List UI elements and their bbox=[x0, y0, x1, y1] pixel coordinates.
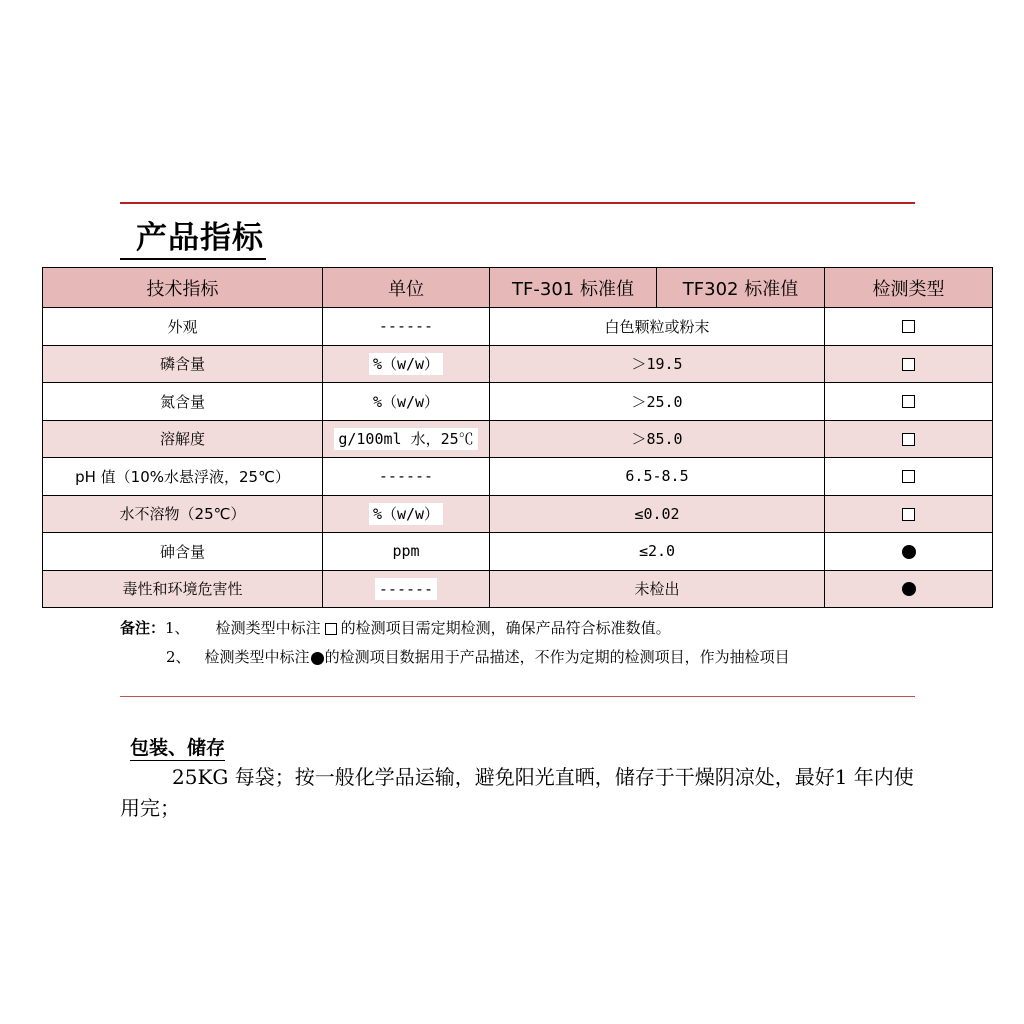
filled-circle-icon bbox=[902, 545, 916, 559]
note-1-number: 1、 bbox=[165, 619, 190, 637]
note-1-pre: 检测类型中标注 bbox=[215, 619, 321, 637]
square-icon bbox=[902, 395, 915, 408]
check-cell bbox=[825, 458, 993, 496]
indicator-cell: pH 值（10%水悬浮液，25℃） bbox=[43, 458, 323, 496]
check-cell bbox=[825, 308, 993, 346]
value-cell: ＞85.0 bbox=[490, 420, 825, 458]
header-indicator: 技术指标 bbox=[43, 268, 323, 308]
square-icon bbox=[902, 470, 915, 483]
value-cell: ＞19.5 bbox=[490, 345, 825, 383]
note-2 bbox=[166, 647, 790, 667]
unit-cell bbox=[323, 420, 490, 458]
unit-cell bbox=[323, 345, 490, 383]
table-row bbox=[43, 495, 993, 533]
unit-cell: %（w/w） bbox=[323, 383, 490, 421]
table-row bbox=[43, 570, 993, 607]
unit-cell: ------ bbox=[323, 458, 490, 496]
header-check-type: 检测类型 bbox=[825, 268, 993, 308]
indicator-cell: 外观 bbox=[43, 308, 323, 346]
value-cell: 未检出 bbox=[490, 570, 825, 607]
table-row bbox=[43, 420, 993, 458]
value-cell: ≤2.0 bbox=[490, 533, 825, 571]
header-unit: 单位 bbox=[323, 268, 490, 308]
section-title: 产品指标 bbox=[120, 218, 266, 260]
unit-cell bbox=[323, 495, 490, 533]
table-row bbox=[43, 533, 993, 571]
note-1-post: 的检测项目需定期检测，确保产品符合标准数值。 bbox=[340, 619, 671, 637]
middle-divider bbox=[120, 696, 915, 697]
indicator-cell: 砷含量 bbox=[43, 533, 323, 571]
unit-text: %（w/w） bbox=[369, 503, 443, 525]
table-header-row bbox=[43, 268, 993, 308]
indicator-cell: 氮含量 bbox=[43, 383, 323, 421]
square-icon bbox=[902, 508, 915, 521]
indicator-cell: 溶解度 bbox=[43, 420, 323, 458]
value-cell: ＞25.0 bbox=[490, 383, 825, 421]
packaging-body bbox=[120, 762, 920, 824]
table-row bbox=[43, 345, 993, 383]
check-cell bbox=[825, 570, 993, 607]
value-cell: 白色颗粒或粉末 bbox=[490, 308, 825, 346]
square-icon bbox=[325, 623, 337, 635]
indicator-cell: 水不溶物（25℃） bbox=[43, 495, 323, 533]
filled-circle-icon bbox=[902, 582, 916, 596]
top-divider bbox=[120, 202, 915, 204]
check-cell bbox=[825, 420, 993, 458]
note-1 bbox=[120, 618, 671, 638]
unit-cell bbox=[323, 570, 490, 607]
table-row bbox=[43, 308, 993, 346]
unit-cell: ------ bbox=[323, 308, 490, 346]
check-cell bbox=[825, 533, 993, 571]
square-icon bbox=[902, 320, 915, 333]
check-cell bbox=[825, 383, 993, 421]
value-cell: ≤0.02 bbox=[490, 495, 825, 533]
note-2-number: 2、 bbox=[166, 648, 191, 666]
square-icon bbox=[902, 433, 915, 446]
filled-circle-icon bbox=[311, 652, 324, 665]
table-row bbox=[43, 383, 993, 421]
header-tf302: TF302 标准值 bbox=[657, 268, 825, 308]
header-tf301: TF-301 标准值 bbox=[490, 268, 657, 308]
packaging-text: 25KG 每袋；按一般化学品运输，避免阳光直晒，储存于干燥阴凉处，最好1 年内使用完； bbox=[120, 765, 914, 820]
table-row bbox=[43, 458, 993, 496]
unit-cell: ppm bbox=[323, 533, 490, 571]
check-cell bbox=[825, 345, 993, 383]
unit-text: ------ bbox=[375, 578, 437, 600]
note-2-pre: 检测类型中标注 bbox=[204, 648, 310, 666]
note-2-post: 的检测项目数据用于产品描述，不作为定期的检测项目，作为抽检项目 bbox=[324, 648, 790, 666]
indicator-cell: 毒性和环境危害性 bbox=[43, 570, 323, 607]
square-icon bbox=[902, 358, 915, 371]
spec-table bbox=[42, 267, 993, 608]
unit-text: %（w/w） bbox=[369, 353, 443, 375]
indicator-cell: 磷含量 bbox=[43, 345, 323, 383]
check-cell bbox=[825, 495, 993, 533]
unit-text: g/100ml 水，25℃ bbox=[334, 428, 477, 450]
value-cell: 6.5-8.5 bbox=[490, 458, 825, 496]
notes-label: 备注： bbox=[120, 619, 166, 637]
packaging-title: 包装、储存 bbox=[130, 737, 226, 759]
